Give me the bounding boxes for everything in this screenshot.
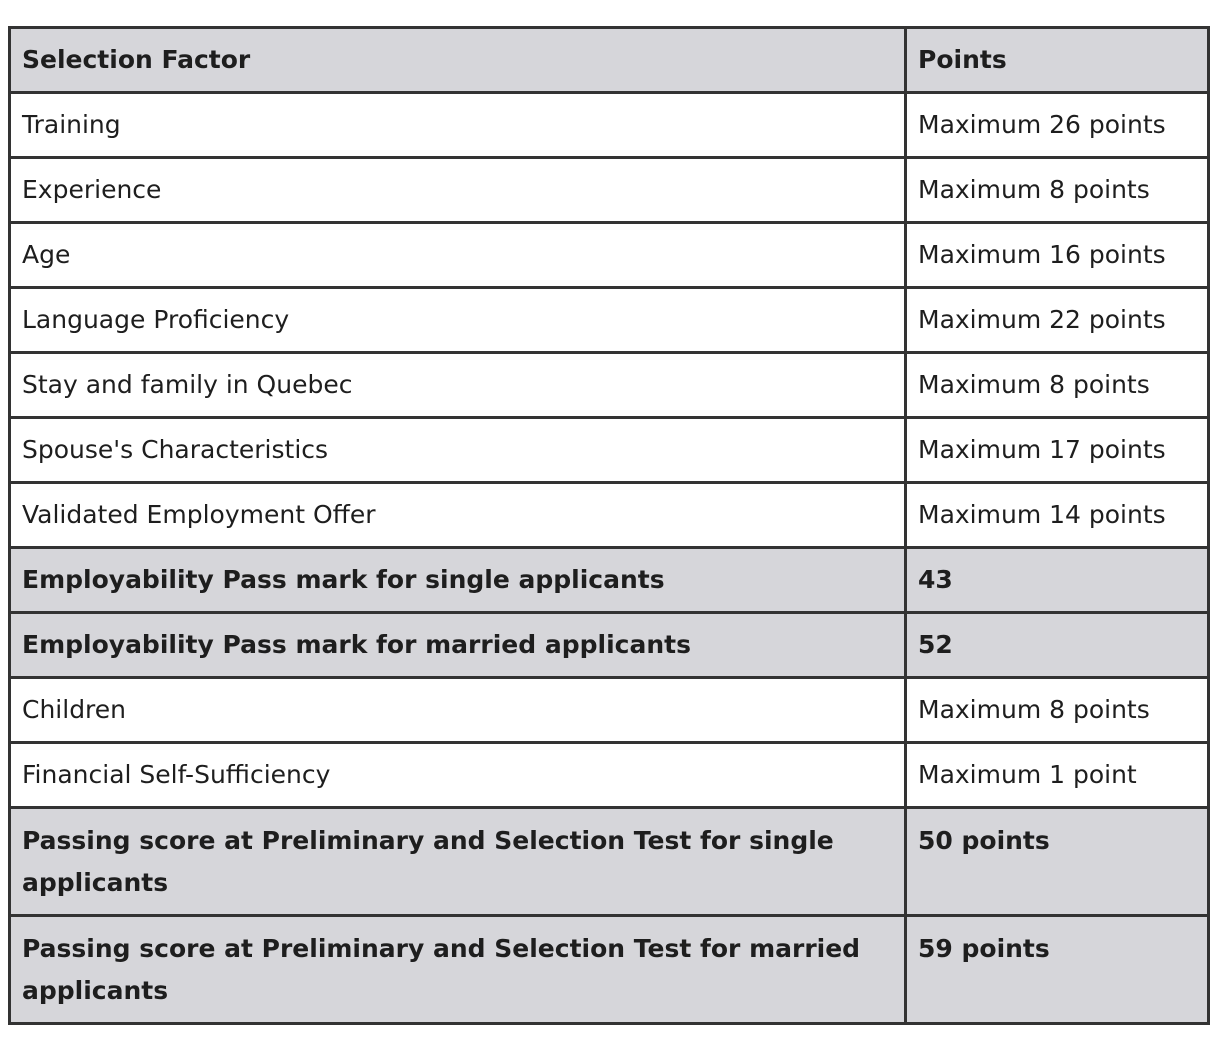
table-row-passing-score-married <box>10 916 1209 1024</box>
table-row <box>10 93 1209 158</box>
selection-factors-table <box>8 26 1210 1025</box>
factor-cell: Training <box>10 93 906 158</box>
header-points: Points <box>906 28 1209 93</box>
factor-cell: Employability Pass mark for single applicants <box>10 548 906 613</box>
factor-cell: Children <box>10 678 906 743</box>
points-cell: Maximum 17 points <box>906 418 1209 483</box>
table-row <box>10 288 1209 353</box>
points-cell: Maximum 26 points <box>906 93 1209 158</box>
table-row <box>10 353 1209 418</box>
factor-cell: Financial Self-Sufficiency <box>10 743 906 808</box>
factor-cell: Employability Pass mark for married applicants <box>10 613 906 678</box>
points-cell: Maximum 22 points <box>906 288 1209 353</box>
table-row <box>10 483 1209 548</box>
table-row <box>10 158 1209 223</box>
points-cell: Maximum 14 points <box>906 483 1209 548</box>
factor-cell: Passing score at Preliminary and Selection Test for single applicants <box>10 808 906 916</box>
points-cell: 52 <box>906 613 1209 678</box>
factor-cell: Language Proficiency <box>10 288 906 353</box>
points-cell: Maximum 1 point <box>906 743 1209 808</box>
header-selection-factor: Selection Factor <box>10 28 906 93</box>
factor-cell: Experience <box>10 158 906 223</box>
table-row <box>10 678 1209 743</box>
factor-cell: Passing score at Preliminary and Selection Test for married applicants <box>10 916 906 1024</box>
table-row-passing-score-single <box>10 808 1209 916</box>
table-row <box>10 223 1209 288</box>
points-cell: 59 points <box>906 916 1209 1024</box>
factor-cell: Stay and family in Quebec <box>10 353 906 418</box>
points-cell: 50 points <box>906 808 1209 916</box>
points-cell: Maximum 16 points <box>906 223 1209 288</box>
selection-factors-table-container <box>8 26 1207 1025</box>
points-cell: 43 <box>906 548 1209 613</box>
factor-cell: Spouse's Characteristics <box>10 418 906 483</box>
table-row-pass-mark-single <box>10 548 1209 613</box>
points-cell: Maximum 8 points <box>906 353 1209 418</box>
table-header-row <box>10 28 1209 93</box>
table-row <box>10 743 1209 808</box>
points-cell: Maximum 8 points <box>906 158 1209 223</box>
table-row-pass-mark-married <box>10 613 1209 678</box>
factor-cell: Age <box>10 223 906 288</box>
table-row <box>10 418 1209 483</box>
factor-cell: Validated Employment Offer <box>10 483 906 548</box>
points-cell: Maximum 8 points <box>906 678 1209 743</box>
